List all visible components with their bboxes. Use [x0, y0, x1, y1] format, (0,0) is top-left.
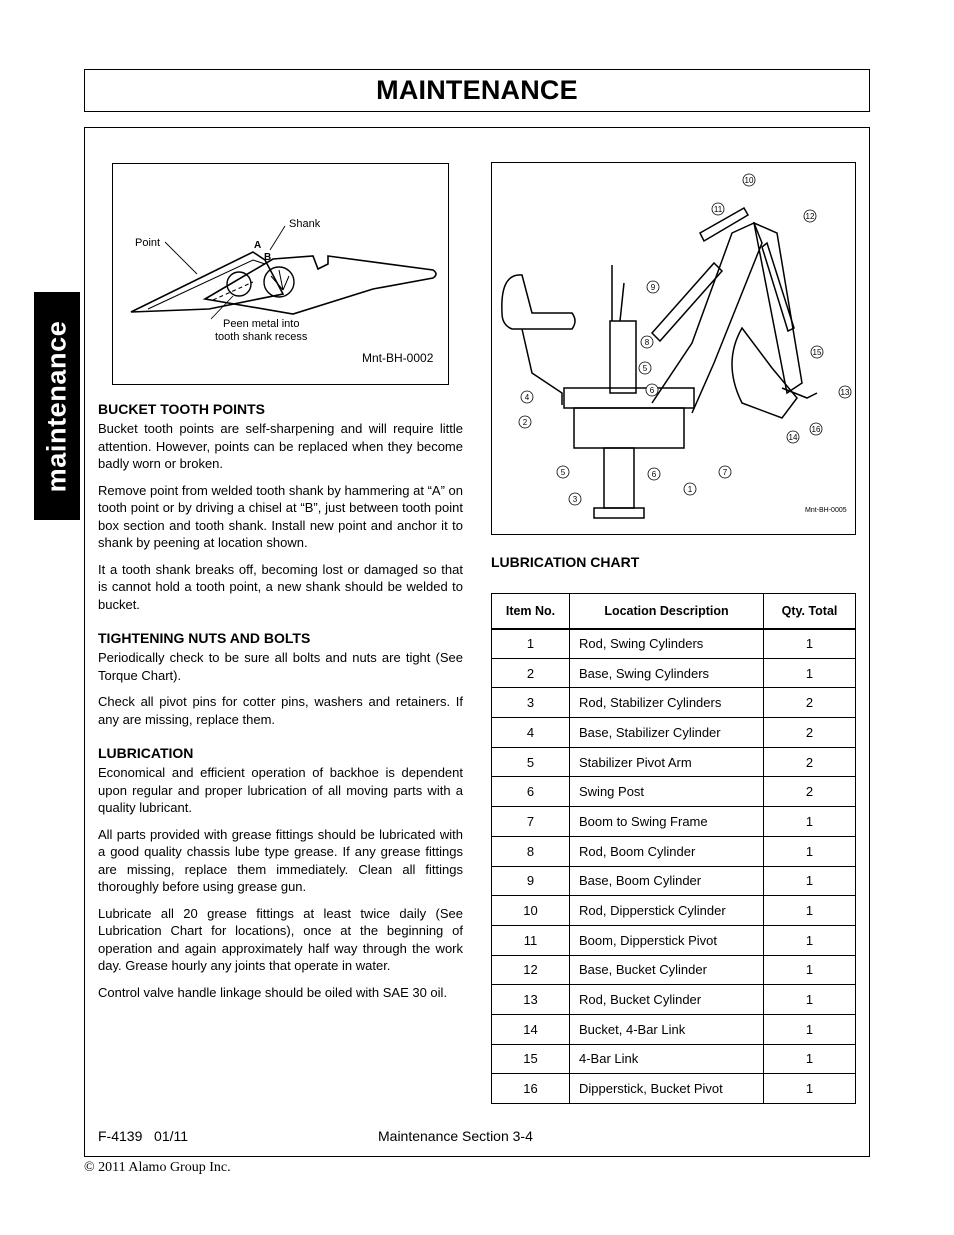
stabilizer-pad	[594, 508, 644, 518]
cell-item-no: 12	[492, 955, 570, 985]
bucket-tooth-p2: Remove point from welded tooth shank by hammering at “A” on tooth point or by driving a chisel at “B”, just between tooth point box section and tooth shank. Install new point and anchor it to shank by peening at location shown.	[98, 482, 463, 550]
cell-location: Rod, Dipperstick Cylinder	[570, 896, 764, 926]
table-row	[492, 1014, 856, 1044]
page-title: MAINTENANCE	[376, 75, 578, 105]
cell-qty: 1	[764, 955, 856, 985]
svg-text:10: 10	[744, 176, 754, 185]
table-row	[492, 896, 856, 926]
lubrication-p4: Control valve handle linkage should be oiled with SAE 30 oil.	[98, 984, 448, 1000]
shank-outline	[205, 256, 436, 314]
svg-text:14: 14	[788, 433, 798, 442]
cell-item-no: 7	[492, 807, 570, 837]
callout-5	[557, 466, 569, 478]
callout-10	[743, 174, 755, 186]
tooth-point-figure	[112, 163, 449, 385]
tooth-point-diagram	[113, 164, 448, 384]
cell-location: Stabilizer Pivot Arm	[570, 747, 764, 777]
table-row	[492, 1074, 856, 1104]
table-row	[492, 836, 856, 866]
bucket-tooth-p3: It a tooth shank breaks off, becoming lost or damaged so that is cannot hold a tooth point, a new shank should be welded to bucket.	[98, 561, 463, 612]
svg-text:7: 7	[722, 468, 728, 477]
cell-item-no: 3	[492, 688, 570, 718]
svg-text:1: 1	[687, 485, 693, 494]
cell-item-no: 6	[492, 777, 570, 807]
cell-item-no: 4	[492, 718, 570, 748]
cell-item-no: 1	[492, 629, 570, 659]
left-column	[98, 401, 463, 1010]
peen-marks	[271, 270, 289, 290]
table-row	[492, 807, 856, 837]
table-row	[492, 985, 856, 1015]
cell-location: Base, Swing Cylinders	[570, 658, 764, 688]
cell-item-no: 11	[492, 925, 570, 955]
backhoe-diagram	[492, 163, 855, 534]
cell-item-no: 2	[492, 658, 570, 688]
table-row	[492, 658, 856, 688]
cell-qty: 2	[764, 688, 856, 718]
svg-text:2: 2	[522, 418, 528, 427]
svg-text:15: 15	[812, 348, 822, 357]
table-row	[492, 629, 856, 659]
cell-qty: 2	[764, 718, 856, 748]
footer-section: Maintenance Section 3-4	[378, 1128, 533, 1144]
callout-14	[787, 431, 799, 443]
cell-item-no: 8	[492, 836, 570, 866]
cell-qty: 1	[764, 866, 856, 896]
cell-qty: 1	[764, 925, 856, 955]
swing-frame	[574, 408, 684, 448]
table-row	[492, 718, 856, 748]
control-lever-2	[620, 283, 624, 321]
figure-code: Mnt-BH-0005	[805, 507, 847, 514]
svg-text:12: 12	[805, 212, 815, 221]
bucket-tooth-p1: Bucket tooth points are self-sharpening and will require little attention. However, points can be replaced when they become badly worn or broken.	[98, 421, 463, 471]
point-leader	[165, 242, 197, 274]
cell-location: Rod, Bucket Cylinder	[570, 985, 764, 1015]
lubrication-chart-heading: LUBRICATION CHART	[491, 554, 640, 570]
cell-qty: 2	[764, 777, 856, 807]
svg-text:4: 4	[524, 393, 530, 402]
label-point: Point	[135, 237, 161, 249]
cell-location: Swing Post	[570, 777, 764, 807]
footer-doc-id: F-4139 01/11	[98, 1128, 189, 1144]
callout-6-upper	[646, 384, 658, 396]
cell-location: Rod, Swing Cylinders	[570, 629, 764, 659]
seat	[502, 275, 575, 329]
tightening-p2: Check all pivot pins for cotter pins, washers and retainers. If any are missing, replace them.	[98, 694, 463, 727]
cell-location: Boom, Dipperstick Pivot	[570, 925, 764, 955]
cell-qty: 1	[764, 896, 856, 926]
cell-item-no: 9	[492, 866, 570, 896]
cell-location: Boom to Swing Frame	[570, 807, 764, 837]
callout-11	[712, 203, 724, 215]
dipperstick-cylinder	[700, 208, 748, 241]
boom	[649, 223, 762, 413]
lubrication-table-body	[492, 629, 856, 1104]
table-row	[492, 1044, 856, 1074]
cell-item-no: 10	[492, 896, 570, 926]
cell-item-no: 13	[492, 985, 570, 1015]
table-row	[492, 777, 856, 807]
cell-location: Base, Bucket Cylinder	[570, 955, 764, 985]
cell-qty: 1	[764, 836, 856, 866]
table-row	[492, 866, 856, 896]
lubrication-p2: All parts provided with grease fittings should be lubricated with a good quality chassis lube type grease. If any grease fittings are missing, replace them immediately. Clean all fittings thoroughly before using grease gun.	[98, 826, 463, 894]
callout-7	[719, 466, 731, 478]
callout-16	[810, 423, 822, 435]
column-header-qty: Qty. Total	[764, 594, 856, 629]
svg-text:16: 16	[811, 425, 821, 434]
cell-item-no: 15	[492, 1044, 570, 1074]
label-b: B	[264, 252, 272, 263]
cell-location: Bucket, 4-Bar Link	[570, 1014, 764, 1044]
cell-location: Dipperstick, Bucket Pivot	[570, 1074, 764, 1104]
label-peen-line-2: tooth shank recess	[215, 331, 308, 343]
control-tower	[610, 321, 636, 393]
svg-text:13: 13	[840, 388, 850, 397]
cell-item-no: 5	[492, 747, 570, 777]
callout-13	[839, 386, 851, 398]
cell-qty: 2	[764, 747, 856, 777]
callout-9	[647, 281, 659, 293]
label-shank: Shank	[289, 218, 321, 230]
cell-location: Rod, Boom Cylinder	[570, 836, 764, 866]
cell-item-no: 14	[492, 1014, 570, 1044]
shank-leader	[270, 226, 285, 250]
boom-cylinder	[652, 263, 722, 341]
table-row	[492, 955, 856, 985]
svg-text:6: 6	[651, 470, 657, 479]
callout-12	[804, 210, 816, 222]
main-frame	[564, 388, 694, 408]
table-row	[492, 747, 856, 777]
backhoe-figure	[491, 162, 856, 535]
callout-15	[811, 346, 823, 358]
svg-text:5: 5	[642, 364, 648, 373]
cell-qty: 1	[764, 1014, 856, 1044]
table-row	[492, 688, 856, 718]
callout-5-upper	[639, 362, 651, 374]
stabilizer-leg	[604, 448, 634, 508]
cell-location: Rod, Stabilizer Cylinders	[570, 688, 764, 718]
callout-6	[648, 468, 660, 480]
heading-tightening: TIGHTENING NUTS AND BOLTS	[98, 630, 311, 646]
cell-qty: 1	[764, 658, 856, 688]
page-header	[84, 69, 870, 112]
svg-text:5: 5	[560, 468, 566, 477]
callout-3	[569, 493, 581, 505]
svg-text:9: 9	[650, 283, 656, 292]
bucket	[732, 328, 797, 418]
column-header-location: Location Description	[570, 594, 764, 629]
side-tab-label: maintenance	[41, 320, 72, 492]
svg-text:6: 6	[649, 386, 655, 395]
lubrication-p1: Economical and efficient operation of backhoe is dependent upon regular and proper lubrication of all moving parts with a quality lubricant.	[98, 765, 463, 815]
cell-qty: 1	[764, 1044, 856, 1074]
callout-4	[521, 391, 533, 403]
heading-bucket-tooth: BUCKET TOOTH POINTS	[98, 401, 265, 417]
table-header-row	[492, 594, 856, 629]
copyright: © 2011 Alamo Group Inc.	[84, 1160, 231, 1175]
lubrication-table	[491, 593, 856, 1104]
cell-qty: 1	[764, 985, 856, 1015]
cell-location: Base, Boom Cylinder	[570, 866, 764, 896]
callout-8	[641, 336, 653, 348]
cell-qty: 1	[764, 1074, 856, 1104]
svg-text:11: 11	[713, 205, 723, 214]
callout-1	[684, 483, 696, 495]
cell-item-no: 16	[492, 1074, 570, 1104]
cell-location: Base, Stabilizer Cylinder	[570, 718, 764, 748]
svg-text:3: 3	[572, 495, 578, 504]
cell-qty: 1	[764, 807, 856, 837]
side-tab	[34, 292, 80, 520]
table-row	[492, 925, 856, 955]
cell-qty: 1	[764, 629, 856, 659]
figure-code: Mnt-BH-0002	[362, 351, 434, 365]
dipperstick	[754, 223, 802, 393]
label-a: A	[254, 240, 262, 251]
svg-text:8: 8	[644, 338, 650, 347]
lubrication-p3: Lubricate all 20 grease fittings at least twice daily (See Lubrication Chart for locations), once at the beginning of operation and again approximately half way through the work day. Grease hourly any joints that operate in water.	[98, 905, 463, 973]
heading-lubrication: LUBRICATION	[98, 745, 194, 761]
callout-2	[519, 416, 531, 428]
cell-location: 4-Bar Link	[570, 1044, 764, 1074]
tightening-p1: Periodically check to be sure all bolts and nuts are tight (See Torque Chart).	[98, 650, 463, 683]
column-header-item: Item No.	[492, 594, 570, 629]
label-peen-line-1: Peen metal into	[223, 318, 300, 330]
